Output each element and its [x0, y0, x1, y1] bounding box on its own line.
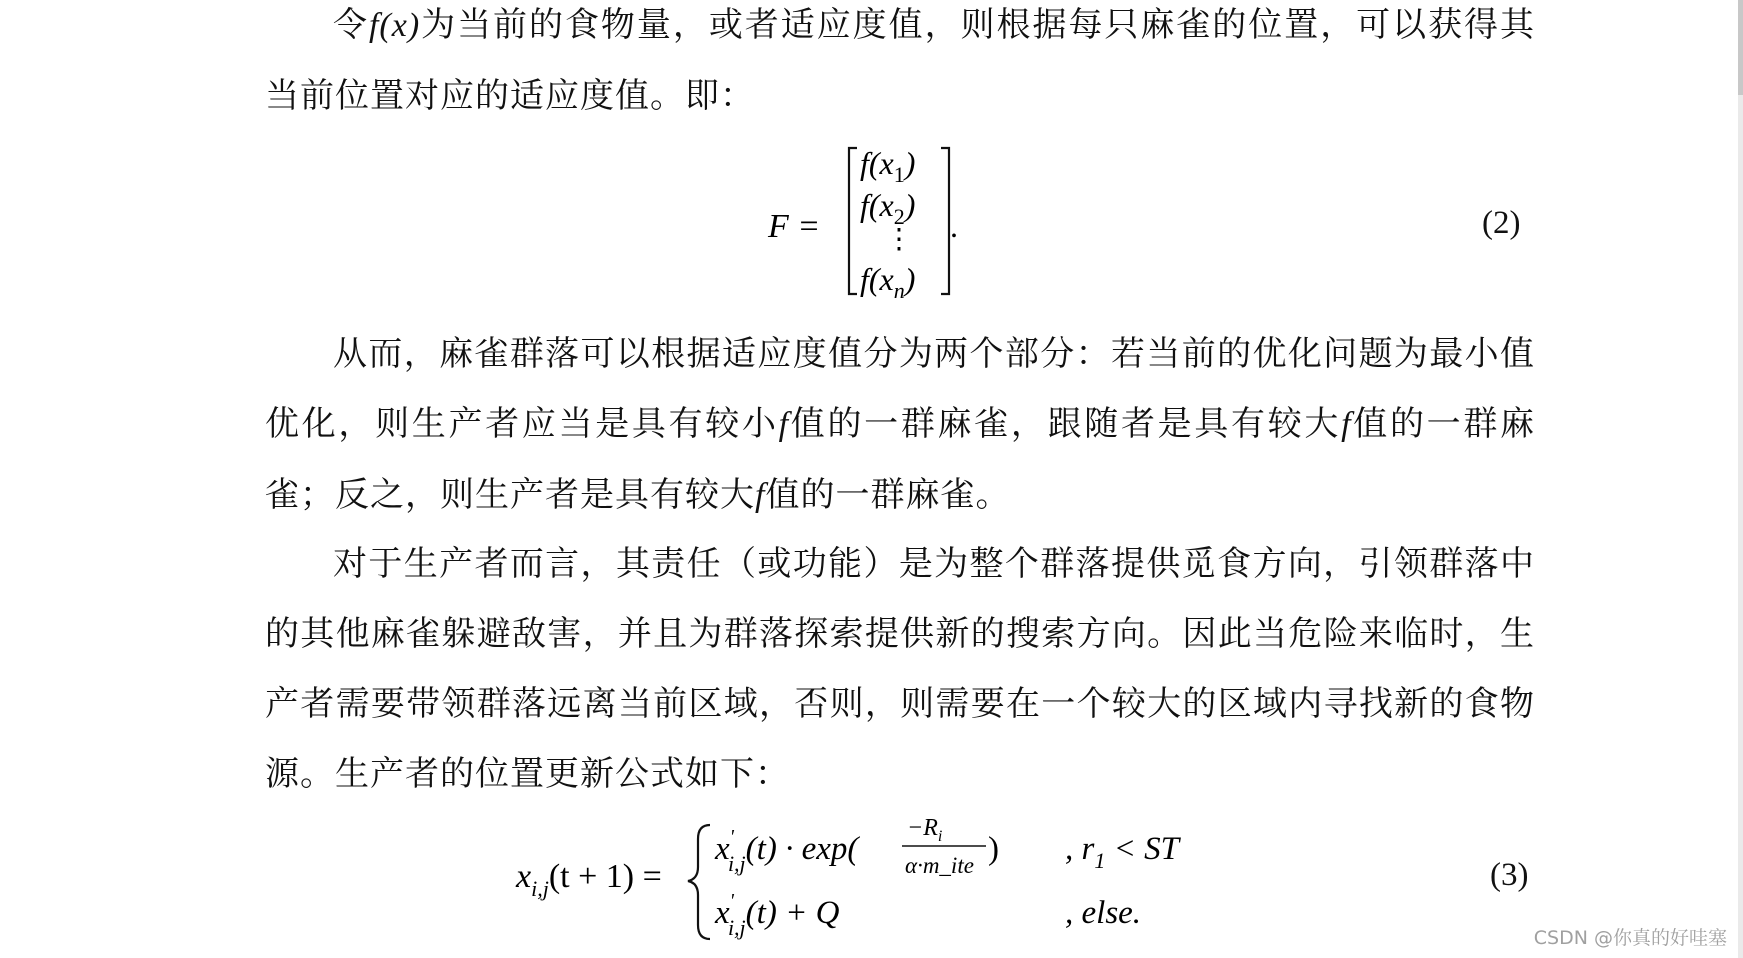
p2-part4: 值的一群麻雀。 [765, 475, 1011, 515]
eq3-case-1-close: ) [988, 831, 999, 867]
eq3-cond-2: , else. [1065, 895, 1142, 931]
p2-part3: 值的一群麻雀；反之，则生产者是具有较大 [265, 404, 1536, 515]
equation-2-number: (2) [1482, 205, 1521, 241]
eq3-brace [688, 825, 710, 939]
p2-f2: f [1341, 406, 1352, 443]
scroll-edge-mark [1738, 0, 1743, 95]
equation-3-number: (3) [1490, 857, 1529, 893]
paragraph-groups [265, 319, 1535, 531]
paragraph-producer [265, 529, 1535, 809]
p3-text: 对于生产者而言，其责任（或功能）是为整个群落提供觅食方向，引领群落中的其他麻雀躲避敌害，并且为群落探索提供新的搜索方向。因此当危险来临时，生产者需要带领群落远离当前区域，否则，则需要在一个较大的区域内寻找新的食物源。生产者的位置更新公式如下： [265, 544, 1535, 794]
eq2-row-2: $f(x_2)$ [860, 187, 916, 229]
p1-fx: f(x) [368, 7, 421, 44]
eq2-vdots: ⋮ [885, 224, 913, 255]
eq3-case-1: x' i,j(t) · exp( [715, 826, 859, 876]
eq2-lhs: F = [768, 208, 821, 245]
eq3-cond-1: , $r_1$ < ST [1065, 831, 1179, 873]
eq2-right-bracket [941, 148, 949, 294]
p2-f1: f [778, 406, 790, 443]
scroll-edge [1738, 0, 1743, 958]
equation-2 [760, 140, 960, 305]
eq3-case-2: x' i,j(t) + Q [715, 890, 840, 940]
paragraph-fitness-intro [265, 0, 1535, 131]
p1-lead: 令 [333, 5, 369, 45]
eq2-trailing-period: . [950, 208, 958, 244]
p1-rest: 为当前的食物量，或者适应度值，则根据每只麻雀的位置，可以获得其当前位置对应的适应度值。即： [265, 5, 1536, 116]
watermark: CSDN @你真的好哇塞 [1533, 927, 1727, 949]
equation-3 [510, 815, 1270, 955]
eq2-row-1: $f(x_1)$ [860, 145, 916, 187]
eq3-frac-num: $-R_i$ [907, 815, 943, 845]
eq3-lhs: $x_{i,j}(t + 1)$ = [516, 858, 662, 901]
p2-part2: 值的一群麻雀，跟随者是具有较大 [789, 404, 1342, 444]
eq2-left-bracket [849, 148, 857, 294]
eq2-row-n: $f(x_n)$ [860, 261, 916, 303]
eq3-frac-den: α·m_ite [905, 853, 974, 878]
p2-part1: 从而，麻雀群落可以根据适应度值分为两个部分：若当前的优化问题为最小值优化，则生产者应当是具有较小 [265, 334, 1535, 444]
p2-f3: f [755, 477, 766, 514]
